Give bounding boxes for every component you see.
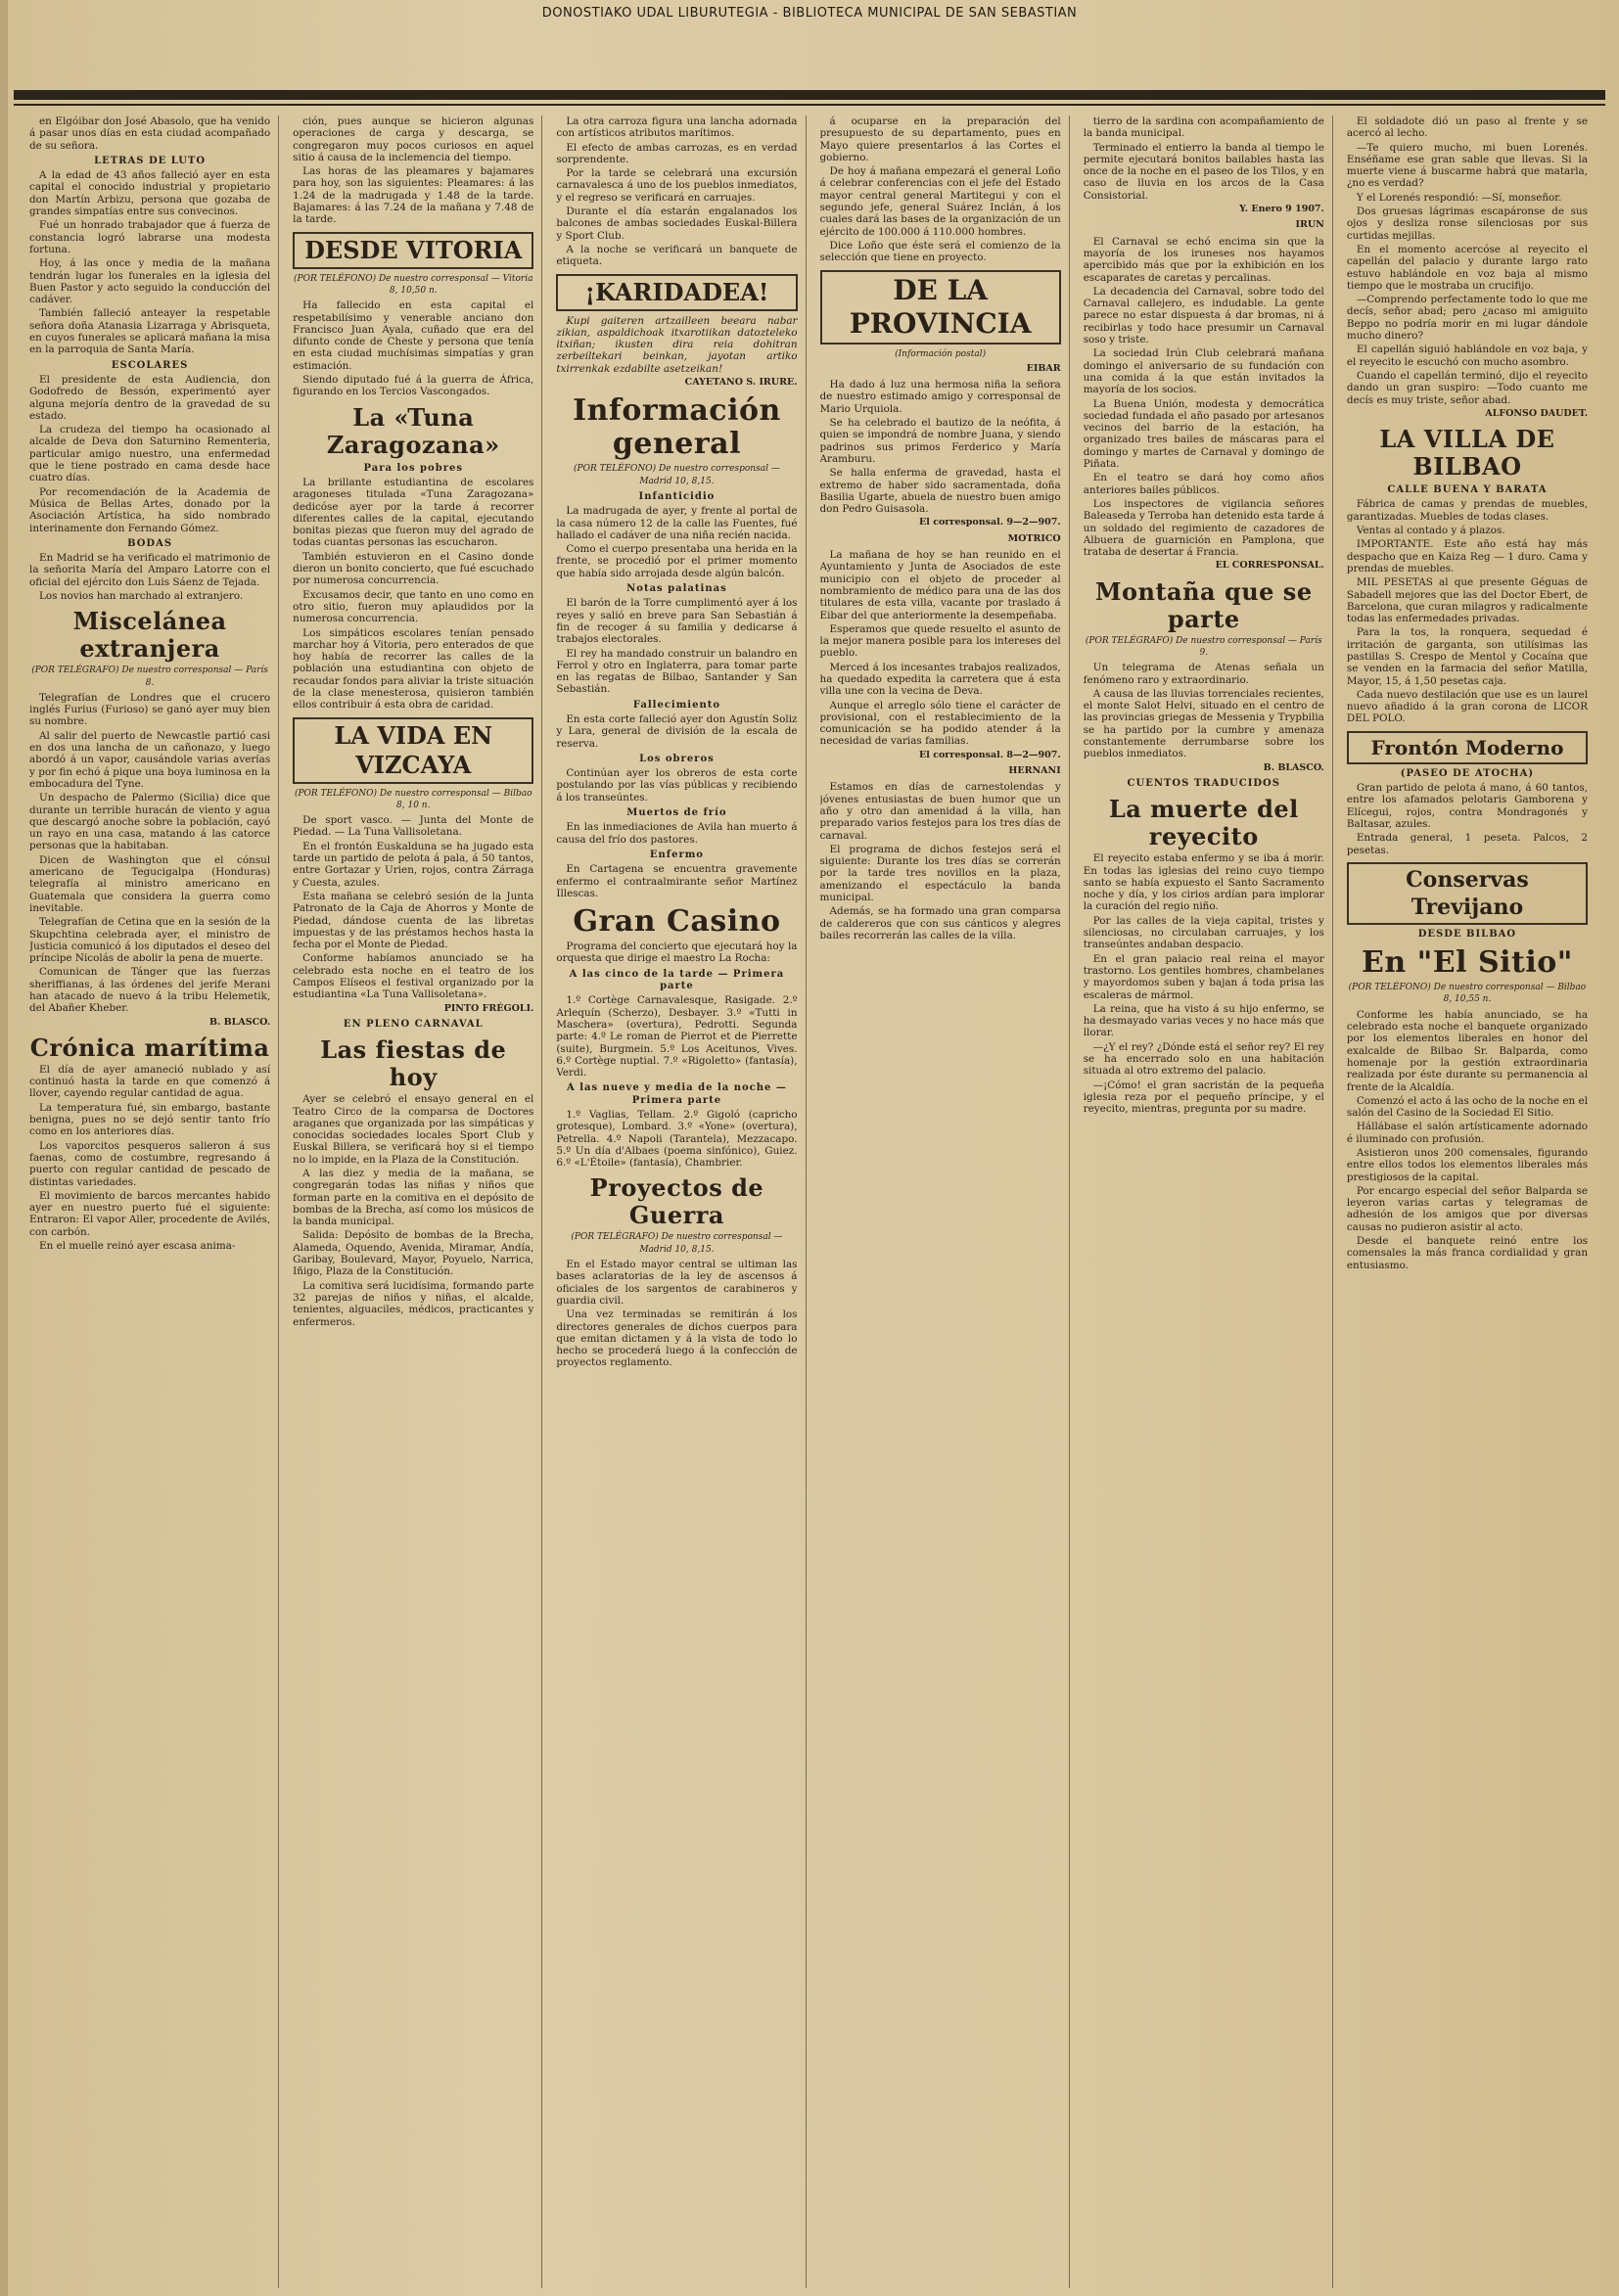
- paragraph: La temperatura fué, sin embargo, bastante benigna, pues no se dejó sentir tanto frío como en los anteriores días.: [29, 1101, 271, 1138]
- subheading: Notas palatinas: [626, 583, 727, 595]
- paragraph: Las horas de las pleamares y bajamares para hoy, son las siguientes: Pleamares: á las 1.24 de la madrugada y 1.48 de la tarde. Bajamares: á las 7.24 de la mañana y 7.48 de la tarde.: [293, 165, 534, 226]
- paragraph: Fué un honrado trabajador que á fuerza de constancia logró labrarse una modesta fortuna.: [29, 219, 271, 255]
- paragraph: En el teatro se dará hoy como años anteriores bailes públicos.: [1083, 472, 1324, 496]
- section-heading-escolares: ESCOLARES: [111, 359, 189, 371]
- archive-banner: DONOSTIAKO UDAL LIBURUTEGIA - BIBLIOTECA MUNICIPAL DE SAN SEBASTIAN: [541, 6, 1078, 21]
- paragraph: Dicen de Washington que el cónsul americano de Tegucigalpa (Honduras) telegrafía al ministro americano en Guatemala que considera la guerra como inevitable.: [29, 853, 271, 914]
- byline: (POR TELÉFONO) De nuestro corresponsal — Madrid 10, 8,15.: [574, 464, 780, 486]
- section-heading-muerte: La muerte del reyecito: [1108, 795, 1299, 851]
- subheading: Infanticidio: [638, 490, 716, 502]
- section-heading-desde-bilbao: DESDE BILBAO: [1417, 928, 1517, 940]
- paragraph: La brillante estudiantina de escolares aragoneses titulada «Tuna Zaragozana» dedicóse ayer por la tarde á recorrer diferentes calles de la capital, ejecutando bonitas piezas que fueron muy del agrado de todas cuantas personas las escucharon.: [293, 476, 534, 549]
- section-heading-sitio: En "El Sitio": [1361, 945, 1573, 981]
- paragraph: En el gran palacio real reina el mayor trastorno. Los gentiles hombres, chambelanes y mayordomos suben y bajan á toda prisa las escaleras de mármol.: [1083, 952, 1324, 1001]
- section-heading-conservas: Conservas Trevijano: [1347, 862, 1588, 925]
- paragraph: Los novios han marchado al extranjero.: [39, 589, 244, 602]
- subheading: Los obreros: [639, 753, 715, 764]
- paragraph: A las diez y media de la mañana, se congregarán todas las niñas y niños que forman parte en la comitiva en el depósito de bombas de la Brecha, así como los músicos de la banda municipal.: [293, 1168, 534, 1228]
- signature: B. BLASCO.: [208, 1016, 271, 1028]
- section-heading-karidadea: ¡KARIDADEA!: [556, 274, 797, 311]
- section-heading-bodas: BODAS: [127, 537, 173, 549]
- column-4: [820, 115, 1070, 2288]
- paragraph: Durante el día estarán engalanados los balcones de ambas sociedades Euskal-Billera y Sport Club.: [556, 206, 798, 242]
- paragraph: Programa del concierto que ejecutará hoy la orquesta que dirige el maestro La Rocha:: [556, 941, 798, 965]
- paragraph: —¡Cómo! el gran sacristán de la pequeña iglesia reza por el pequeño príncipe, y el reyecito, mientras, pregunta por su madre.: [1083, 1079, 1324, 1116]
- paragraph: Por encargo especial del señor Balparda se leyeron varias cartas y telegramas de adhesión de los amigos que por diversas causas no pudieron asistir al acto.: [1346, 1184, 1589, 1233]
- paragraph: en Elgóibar don José Abasolo, que ha venido á pasar unos días en esta ciudad acompañado de su señora.: [29, 115, 271, 152]
- advert-text: Cada nuevo destilación que use es un laurel nuevo añadido á la gran corona de LICOR DEL POLO.: [1346, 688, 1589, 725]
- paragraph: Comenzó el acto á las ocho de la noche en el salón del Casino de la Sociedad El Sitio.: [1346, 1094, 1589, 1120]
- paragraph: Dice Loño que éste será el comienzo de la selección que tiene en proyecto.: [819, 239, 1061, 264]
- section-heading-vizcaya: LA VIDA EN VIZCAYA: [293, 717, 533, 784]
- subheading: Para los pobres: [363, 462, 463, 474]
- column-3: [556, 115, 806, 2288]
- paragraph: En las inmediaciones de Avila han muerto á causa del frío dos pastores.: [556, 821, 798, 846]
- section-heading-miscelanea: Miscelánea extranjera: [72, 607, 227, 664]
- paragraph: El Carnaval se echó encima sin que la mayoría de los iruneses nos hayamos apercibido más que por la exhibición en los escaparates de caretas y percalinas.: [1083, 235, 1324, 284]
- section-heading-proyectos: Proyectos de Guerra: [589, 1173, 764, 1230]
- paragraph: El día de ayer amaneció nublado y así continuó hasta la tarde en que comenzó á llover, cayendo regular cantidad de agua.: [29, 1063, 271, 1100]
- paragraph: En Cartagena se encuentra gravemente enfermo el contraalmirante señor Martínez Illescas.: [556, 863, 798, 899]
- paragraph: El presidente de esta Audiencia, don Godofredo de Bessón, experimentó ayer alguna mejoría dentro de la gravedad de su estado.: [29, 373, 271, 422]
- paragraph: tierro de la sardina con acompañamiento de la banda municipal.: [1083, 115, 1324, 140]
- paragraph: La decadencia del Carnaval, sobre todo del Carnaval callejero, es indudable. La gente parece no estar dispuesta á dar bromas, ni á recibirlas y todo hace presumir un Carnaval soso y triste.: [1083, 285, 1324, 346]
- place-heading: HERNANI: [1008, 765, 1061, 777]
- byline: (POR TELÉGRAFO) De nuestro corresponsal — París 9.: [1085, 635, 1322, 658]
- advert-text: Para la tos, la ronquera, sequedad é irritación de garganta, son utilísimas las pastillas S. Crespo de Mentol y Cocaína que se venden en la farmacia del señor Matilla, Mayor, 15, á 1,50 pesetas caja.: [1346, 626, 1589, 687]
- paragraph: Excusamos decir, que tanto en uno como en otro sitio, fueron muy aplaudidos por la numerosa concurrencia.: [293, 588, 534, 625]
- section-heading-luto: LETRAS DE LUTO: [94, 155, 207, 166]
- paragraph: Salida: Depósito de bombas de la Brecha, Alameda, Oquendo, Avenida, Miramar, Andía, Garibay, Boulevard, Mayor, Poyuelo, Narrica, Iñigo, Plaza de la Constitución.: [293, 1229, 534, 1278]
- paragraph: Por las calles de la vieja capital, tristes y silenciosas, no circulaban carruajes, y los transeúntes andaban despacio.: [1083, 914, 1324, 951]
- paragraph: Cuando el capellán terminó, dijo el reyecito dando un gran suspiro: —Todo cuanto me decís es muy triste, señor abad.: [1346, 369, 1589, 406]
- paragraph: De sport vasco. — Junta del Monte de Piedad. — La Tuna Vallisoletana.: [293, 814, 534, 839]
- paragraph: El reyecito estaba enfermo y se iba á morir. En todas las iglesias del reino cuyo tiempo santo se había expuesto el Santo Sacramento noche y día, y los cirios ardían para implorar la curación del regio niño.: [1083, 852, 1324, 913]
- paragraph: Asistieron unos 200 comensales, figurando entre ellos todos los elementos liberales más prestigiosos de la capital.: [1346, 1147, 1589, 1183]
- section-heading-cronica: Crónica marítima: [29, 1033, 270, 1062]
- column-1: [29, 115, 279, 2288]
- paragraph: La reina, que ha visto á su hijo enfermo, se ha desmayado varias veces y no hace más que llorar.: [1083, 1002, 1324, 1039]
- paragraph: Al salir del puerto de Newcastle partió casi en dos una lancha de un cañonazo, y luego abordó á un vapor, causándole varias averías y por fin echó á pique una boya luminosa en la embocadura del Tyne.: [29, 729, 271, 790]
- paragraph: En el Estado mayor central se ultiman las bases aclaratorias de la ley de ascensos á oficiales de los sargentos de carabineros y guardia civil.: [556, 1259, 798, 1307]
- paragraph: El rey ha mandado construir un balandro en Ferrol y otro en Inglaterra, para tomar parte en las regatas de Bilbao, Santander y San Sebastián.: [556, 647, 798, 696]
- paragraph: Por la tarde se celebrará una excursión carnavalesca á uno de los pueblos inmediatos, y el regreso se verificará en carruajes.: [556, 167, 798, 204]
- advert-text: Fábrica de camas y prendas de muebles, garantizadas. Muebles de todas clases.: [1346, 498, 1589, 523]
- subheading: Fallecimiento: [632, 699, 721, 711]
- paragraph: La otra carroza figura una lancha adornada con artísticos atributos marítimos.: [556, 115, 798, 140]
- paragraph: Gran partido de pelota á mano, á 60 tantos, entre los afamados pelotaris Gamborena y Elícegui, rojos, contra Mondragonés y Baltasar, azules.: [1346, 782, 1589, 830]
- paragraph: Ha fallecido en esta capital el respetabilísimo y venerable anciano don Francisco Juan Ayala, cuñado que era del difunto conde de Cheste y persona que tenía en esta ciudad muchísimas simpatías y gran estimación.: [293, 299, 534, 372]
- poem: Kupi gaiteren artzailleen beeara nabar zikian, aspaldichoak itxarotiikan datozteleko itxiñan; ikusten dira reia dohitran zerbeiltekari beinkan, jayotan artiko txirrenkak ezdabilte asetzeikan!: [556, 314, 798, 375]
- section-heading-fiestas: Las fiestas de hoy: [320, 1035, 507, 1092]
- program-list: 1.º Cortège Carnavalesque, Rasigade. 2.º Arlequín (Scherzo), Desbayer. 3.º «Tutti in Maschera» (overtura), Pedrotti. Segunda parte: 4.º Le roman de Pierrot et de Pierrette (suite), Burgmein. 5.º Los Aceitunos, Vives. 6.º Cortège nuptial. 7.º «Rigoletto» (fantasía), Verdi.: [556, 994, 798, 1079]
- paragraph: De hoy á mañana empezará el general Loño á celebrar conferencias con el jefe del Estado mayor central general Martitegui y con el segundo jefe, general Suárez Inclán, á los cuales dará las bases de la organización de un ejército de 100.000 á 110.000 hombres.: [819, 165, 1061, 238]
- paragraph: En el momento acercóse al reyecito el capellán del palacio y durante largo rato estuvo hablándole en voz baja al mismo tiempo que le mostraba un crucifijo.: [1346, 243, 1589, 292]
- column-5: [1084, 115, 1333, 2288]
- program-list: 1.º Vaglias, Tellam. 2.º Gigoló (capricho grotesque), Lombard. 3.º «Yone» (overtura), Petrella. 4.º Napoli (Tarantela), Mezzacapo. 5.º Un día d'Albaes (poema sinfónico), Guiez. 6.º «L'Étoile» (fantasía), Chambrier.: [556, 1109, 798, 1170]
- subheading: Enfermo: [649, 849, 704, 860]
- signature: CAYETANO S. IRURE.: [684, 377, 798, 389]
- paragraph: Los simpáticos escolares tenían pensado marchar hoy á Vitoria, pero enterados de que hoy había de recorrer las calles de la población una estudiantina con objeto de recaudar fondos para aliviar la triste situación de la clase menesterosa, quisieron también ellos contribuir á esta obra de caridad.: [293, 626, 534, 712]
- paragraph: La madrugada de ayer, y frente al portal de la casa número 12 de la calle las Fuentes, fué hallado el cadáver de una niña recién nacida.: [556, 505, 798, 541]
- paragraph: En esta corte falleció ayer don Agustín Soliz y Lara, general de división de la escala de reserva.: [556, 712, 798, 750]
- paragraph: á ocuparse en la preparación del presupuesto de su departamento, pues en Mayo quiere presentarlos á las Cortes el gobierno.: [819, 115, 1061, 163]
- paragraph: Merced á los incesantes trabajos realizados, ha quedado expedita la carretera que á esta villa une con la vecina de Deva.: [819, 661, 1061, 698]
- paragraph: Un telegrama de Atenas señala un fenómeno raro y extraordinario.: [1083, 662, 1324, 686]
- paragraph: A la edad de 43 años falleció ayer en esta capital el conocido industrial y propietario don Martín Arbizu, persona que gozaba de grandes simpatías entre sus convecinos.: [29, 169, 271, 218]
- signature: El corresponsal. 9—2—907.: [919, 517, 1061, 528]
- paragraph: El programa de dichos festejos será el siguiente: Durante los tres días se correrán por la tarde tres novillos en la plaza, amenizando el espectáculo la banda municipal.: [819, 843, 1061, 904]
- paragraph: Ha dado á luz una hermosa niña la señora de nuestro estimado amigo y corresponsal de Mario Urquiola.: [819, 379, 1061, 415]
- section-heading-vitoria: DESDE VITORIA: [293, 232, 533, 269]
- paragraph: ción, pues aunque se hicieron algunas operaciones de carga y descarga, se congregaron muy pocos curiosos en aquel sitio á causa de la inclemencia del tiempo.: [293, 115, 534, 163]
- paragraph: Hoy, á las once y media de la mañana tendrán lugar los funerales en la iglesia del Buen Pastor y acto seguido la conducción del cadáver.: [29, 257, 271, 306]
- paragraph: Una vez terminadas se remitirán á los directores generales de dichos cuerpos para que emitan dictamen y á la vista de todo lo hecho se procederá luego á la confección de proyectos reglamento.: [556, 1309, 798, 1369]
- paragraph: Los vaporcitos pesqueros salieron á sus faenas, como de costumbre, regresando á puerto con regular cantidad de pescado de distintas variedades.: [29, 1139, 271, 1188]
- paragraph: En Madrid se ha verificado el matrimonio de la señorita María del Amparo Latorre con el oficial del ejército don Luis Sáenz de Tejada.: [29, 552, 271, 588]
- subheading: (PASEO DE ATOCHA): [1400, 767, 1535, 779]
- header-rule: [14, 90, 1605, 100]
- paragraph: Esperamos que quede resuelto el asunto de la mejor manera posible para los intereses del pueblo.: [819, 622, 1061, 660]
- paragraph: También falleció anteayer la respetable señora doña Atanasia Lizarraga y Abrisqueta, en cuyos funerales se aplicará mañana la misa en la parroquia de Santa María.: [29, 307, 271, 356]
- paragraph: La sociedad Irún Club celebrará mañana domingo el aniversario de su fundación con una comida á la que están invitados la mayoría de los socios.: [1083, 347, 1324, 396]
- paragraph: Se halla enferma de gravedad, hasta el extremo de haber sido sacramentada, doña Basilia Ugarte, abuela de nuestro buen amigo don Pedro Guisasola.: [819, 467, 1061, 516]
- paragraph: La Buena Unión, modesta y democrática sociedad fundada el año pasado por artesanos vecinos del barrio de la estación, ha organizado tres bailes de máscaras para el domingo y martes de Carnaval y domingo de Piñata.: [1083, 397, 1324, 471]
- paragraph: Se ha celebrado el bautizo de la neófita, á quien se impondrá de nombre Juana, y siendo padrinos sus primos Ferderico y María Aramburu.: [819, 417, 1061, 465]
- paragraph: Desde el banquete reinó entre los comensales la más franca cordialidad y gran entusiasmo.: [1346, 1235, 1589, 1271]
- subheading: A las nueve y media de la noche — Primera parte: [566, 1082, 787, 1106]
- byline: (POR TELÉFONO) De nuestro corresponsal — Bilbao 8, 10 n.: [294, 788, 532, 810]
- signature: ALFONSO DAUDET.: [1485, 407, 1589, 419]
- section-heading-villa: LA VILLA DE BILBAO: [1379, 425, 1555, 482]
- paragraph: El efecto de ambas carrozas, es en verdad sorprendente.: [556, 141, 798, 165]
- byline: (Información postal): [895, 348, 987, 359]
- section-heading-carnaval: EN PLENO CARNAVAL: [343, 1018, 484, 1030]
- section-heading-provincia: DE LA PROVINCIA: [820, 270, 1061, 344]
- paragraph: Conforme les había anunciado, se ha celebrado esta noche el banquete organizado por los elementos liberales en honor del exalcalde de Bilbao Sr. Balparda, como homenaje por la gestión extraordinaria realizada por éste durante su permanencia al frente de la Alcaldía.: [1346, 1008, 1589, 1093]
- subheading: Muertos de frío: [626, 807, 727, 819]
- paragraph: El soldadote dió un paso al frente y se acercó al lecho.: [1346, 115, 1589, 140]
- paragraph: El capellán siguió hablándole en voz baja, y el reyecito le escuchó con mucho asombro.: [1346, 344, 1589, 368]
- header-rule-thin: [14, 104, 1605, 106]
- paragraph: A la noche se verificará un banquete de etiqueta.: [556, 243, 798, 268]
- signature: El corresponsal. 8—2—907.: [919, 749, 1061, 760]
- section-heading-informacion: Información general: [573, 393, 781, 462]
- column-2: [293, 115, 542, 2288]
- paragraph: En el muelle reinó ayer escasa anima-: [39, 1240, 236, 1253]
- paragraph: Ayer se celebró el ensayo general en el Teatro Circo de la comparsa de Doctores araganes que organizada por las simpáticas y conocidas sociedades locales Sport Club y Euskal Billera, se verificará hoy si el tiempo no lo impide, en la Plaza de la Constitución.: [293, 1093, 534, 1166]
- paragraph: Además, se ha formado una gran comparsa de caldereros que con sus cánticos y alegres bailes recorrerán las calles de la villa.: [819, 905, 1061, 941]
- paragraph: Esta mañana se celebró sesión de la Junta Patronato de la Caja de Ahorros y Monte de Piedad, dándose cuenta de las libretas impuestas y de las préstamos hechos hasta la fecha por el Monte de Piedad.: [293, 890, 534, 951]
- signature: Y. Enero 9 1907.: [1239, 204, 1324, 215]
- paragraph: El barón de la Torre cumplimentó ayer á los reyes y salió en breve para San Sebastián á fin de recoger á su familia y dedicarse á trabajos electorales.: [556, 597, 798, 646]
- paragraph: Comunican de Tánger que las fuerzas sheriffianas, á las órdenes del jerife Merani han atacado de nuevo á la tribu Helemetik, del Abañer Kheber.: [29, 966, 271, 1015]
- paragraph: Dos gruesas lágrimas escapáronse de sus ojos y desliza ronse silenciosas por sus curtidas mejillas.: [1346, 206, 1589, 242]
- paragraph: Continúan ayer los obreros de esta corte postulando por las vías públicas y recibiendo á los transeúntes.: [556, 767, 798, 804]
- paragraph: La comitiva será lucidísima, formando parte 32 parejas de niños y niñas, el alcalde, tenientes, alguaciles, médicos, practicantes y enfermeros.: [293, 1279, 534, 1328]
- page-edge: [0, 0, 8, 2296]
- paragraph: —Te quiero mucho, mi buen Lorenés. Enséñame ese gran sable que llevas. Si la muerte viene á buscarme habrá que matarla, ¿no es verdad?: [1346, 141, 1589, 190]
- paragraph: —¿Y el rey? ¿Dónde está el señor rey? El rey se ha encerrado solo en una habitación situada al otro extremo del palacio.: [1083, 1040, 1324, 1078]
- place-heading: MOTRICO: [1007, 532, 1061, 544]
- signature: EL CORRESPONSAL.: [1215, 560, 1324, 572]
- byline: (POR TELÉFONO) De nuestro corresponsal — Bilbao 8, 10,55 n.: [1348, 983, 1587, 1005]
- signature: B. BLASCO.: [1263, 761, 1324, 773]
- paragraph: La crudeza del tiempo ha ocasionado al alcalde de Deva don Saturnino Rementeria, particular amigo nuestro, una enfermedad que le tiene postrado en cama desde hace cuatro días.: [29, 424, 271, 484]
- columns: [29, 115, 1596, 2288]
- advert-text: MIL PESETAS al que presente Géguas de Sabadell mejores que las del Doctor Ebert, de Barcelona, que curan milagros y radicalmente todas las enfermedades privadas.: [1346, 576, 1589, 625]
- paragraph: —Comprendo perfectamente todo lo que me decís, señor abad; pero ¿acaso mi amiguito Beppo no podría morir en mi lugar dándole mucho dinero?: [1346, 294, 1589, 343]
- paragraph: Un despacho de Palermo (Sicilia) dice que durante un terrible huracán de viento y agua que descargó anoche sobre la población, cayó un rayo en una casa, matando á las catorce personas que la habitaban.: [29, 792, 271, 852]
- paragraph: A causa de las lluvias torrenciales recientes, el monte Salot Helvi, situado en el centro de las provincias griegas de Messenia y Trypbilia se ha partido por la cumbre y amenaza constantemente derrumbarse sobre los pueblos inmediatos.: [1083, 687, 1324, 760]
- byline: (POR TELÉFONO) De nuestro corresponsal — Vitoria 8, 10,50 n.: [294, 273, 533, 296]
- paragraph: Conforme habíamos anunciado se ha celebrado esta noche en el teatro de los Campos Elíseos el festival organizado por la estudiantina «La Tuna Vallisoletana».: [293, 952, 534, 1001]
- paragraph: Aunque el arreglo sólo tiene el carácter de provisional, con el restablecimiento de la comunicación se ha podido atender á la necesidad de varias familias.: [819, 699, 1061, 748]
- place-heading: IRUN: [1295, 219, 1324, 231]
- section-heading-tuna: La «Tuna Zaragozana»: [326, 402, 500, 459]
- paragraph: Telegrafían de Cetina que en la sesión de la Skupchtina celebrada ayer, el ministro de Justicia comunicó á los diputados el deseo del príncipe Nicolás de abolir la pena de muerte.: [29, 916, 271, 965]
- subheading: A las cinco de la tarde — Primera parte: [569, 968, 785, 992]
- advert-text: IMPORTANTE. Este año está hay más despacho que en Kaiza Reg — 1 duro. Cama y prendas de muebles.: [1346, 538, 1589, 574]
- paragraph: Telegrafían de Londres que el crucero inglés Furius (Furioso) se ganó ayer muy bien su nombre.: [29, 691, 271, 728]
- paragraph: El movimiento de barcos mercantes habido ayer en nuestro puerto fué el siguiente: Entraron: El vapor Aller, procedente de Avilés, con carbón.: [29, 1189, 271, 1238]
- paragraph: La mañana de hoy se han reunido en el Ayuntamiento y Junta de Asociados de este municipio con el objeto de proceder al nombramiento de médico para una de las dos titulares de esta villa, vacante por traslado á Eibar del que anteriormente la desempeñaba.: [819, 549, 1061, 621]
- paragraph: Entrada general, 1 peseta. Palcos, 2 pesetas.: [1346, 832, 1589, 856]
- paragraph: Los inspectores de vigilancia señores Baleaseda y Terroba han detenido esta tarde á un soldado del regimiento de cazadores de Albuera de guarnición en Pamplona, que trataba de desertar á Francia.: [1083, 497, 1324, 559]
- paragraph: También estuvieron en el Casino donde dieron un bonito concierto, que fué escuchado por numerosa concurrencia.: [293, 550, 534, 587]
- byline: (POR TELÉGRAFO) De nuestro corresponsal — Madrid 10, 8,15.: [571, 1232, 783, 1255]
- paragraph: Por recomendación de la Academia de Música de Bellas Artes, donado por la Asociación Artística, ha sido nombrado interinamente don Fernando Gómez.: [29, 485, 271, 534]
- place-heading: EIBAR: [1026, 362, 1061, 374]
- subheading: CALLE BUENA Y BARATA: [1387, 484, 1548, 496]
- section-heading-montana: Montaña que se parte: [1094, 576, 1313, 633]
- advert-text: Ventas al contado y á plazos.: [1356, 525, 1505, 537]
- section-heading-fronton: Frontón Moderno: [1347, 731, 1588, 764]
- signature: PINTO FRÉGOLI.: [443, 1002, 534, 1014]
- column-6: [1347, 115, 1596, 2288]
- section-heading-casino: Gran Casino: [573, 904, 781, 940]
- byline: (POR TELÉGRAFO) De nuestro corresponsal — París 8.: [31, 666, 268, 688]
- paragraph: Siendo diputado fué á la guerra de África, figurando en los Tercios Vascongados.: [293, 374, 534, 398]
- paragraph: Terminado el entierro la banda al tiempo le permite ejecutará bonitos bailables hasta las once de la noche en el paseo de los Tilos, y en caso de lluvia en los arcos de la Casa Consistorial.: [1083, 141, 1324, 202]
- paragraph: Hállábase el salón artísticamente adornado é iluminado con profusión.: [1346, 1121, 1589, 1145]
- paragraph: En el frontón Euskalduna se ha jugado esta tarde un partido de pelota á pala, á 50 tantos, entre Gortazar y Urien, rojos, contra Zárraga y Cuesta, azules.: [293, 840, 534, 889]
- paragraph: Como el cuerpo presentaba una herida en la frente, se procedió por el primer momento que había sido arrojada desde algún balcón.: [556, 543, 798, 579]
- section-heading-cuentos: CUENTOS TRADUCIDOS: [1127, 777, 1280, 789]
- paragraph: Estamos en días de carnestolendas y jóvenes entusiastas de buen humor que un año y otro dan amenidad á la villa, han preparado varios festejos para los tres días de carnaval.: [819, 781, 1061, 842]
- paragraph: Y el Lorenés respondió: —Sí, monseñor.: [1356, 191, 1562, 204]
